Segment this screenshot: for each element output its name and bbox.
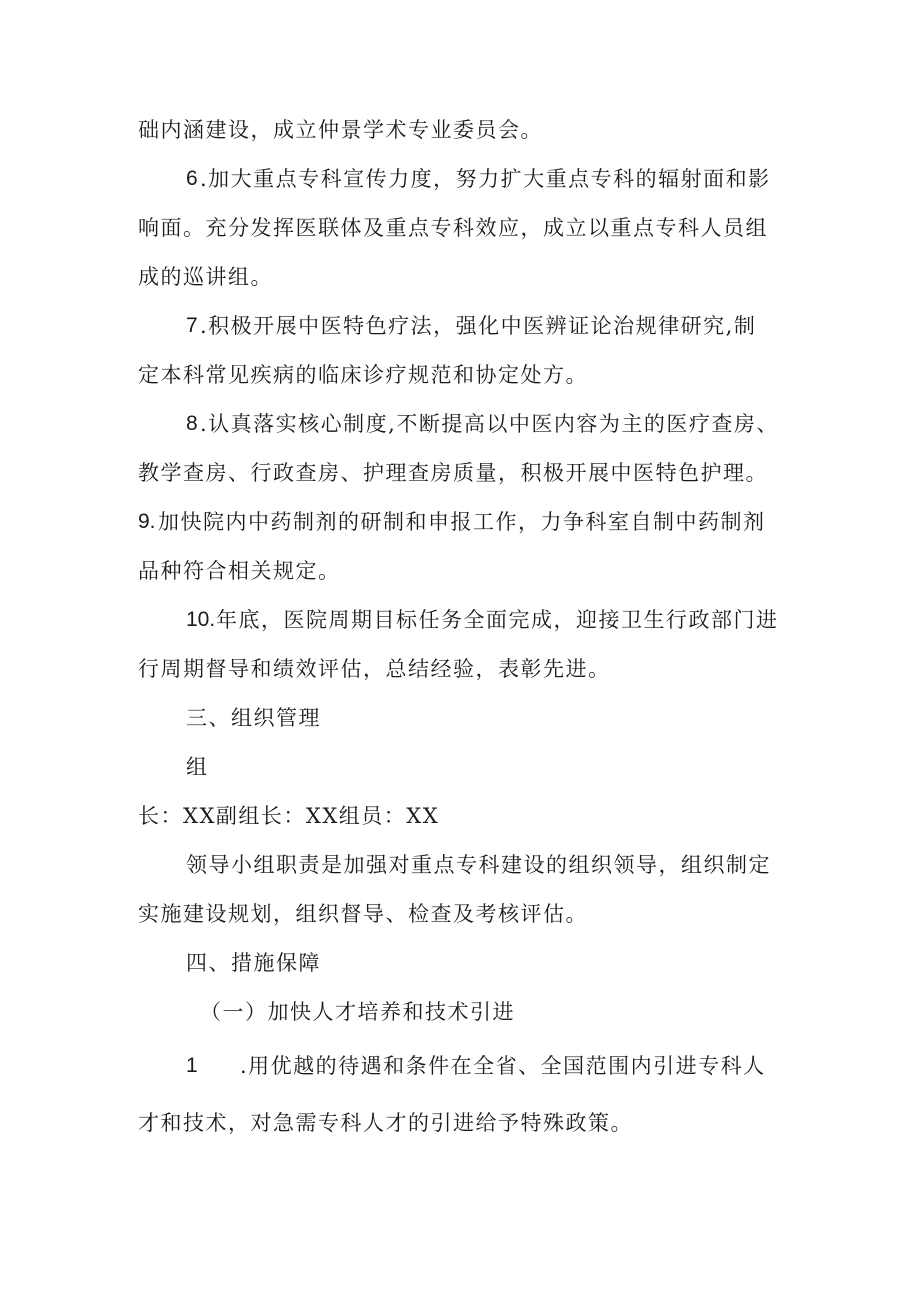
text-line: 础内涵建设，成立仲景学术专业委员会。 <box>138 118 543 142</box>
text-line: 响面。充分发挥医联体及重点专科效应，成立以重点专科人员组 <box>138 216 768 240</box>
text-line: .加大重点专科宣传力度，努力扩大重点专科的辐射面和影 <box>200 167 771 191</box>
item-number: 8 <box>186 412 198 435</box>
item-number: 9. <box>138 510 156 533</box>
text-line: .用优越的待遇和条件在全省、全国范围内引进专科人 <box>240 1054 766 1078</box>
text-line: 教学查房、行政查房、护理查房质量，积极开展中医特色护理。 <box>138 461 768 485</box>
text-line: 组 <box>186 755 209 779</box>
item-number: 1 <box>186 1054 198 1077</box>
item-number: 6 <box>186 167 198 190</box>
item-number: 7 <box>186 314 198 337</box>
text-line: 成的巡讲组。 <box>138 265 273 289</box>
text-line: .积极开展中医特色疗法，强化中医辨证论治规律研究,制 <box>200 314 757 338</box>
section-heading: 三、组织管理 <box>186 706 321 730</box>
text-line: 行周期督导和绩效评估，总结经验，表彰先进。 <box>138 657 611 681</box>
text-line: 加快院内中药制剂的研制和申报工作，力争科室自制中药制剂 <box>158 510 766 534</box>
text-line: 实施建设规划，组织督导、检查及考核评估。 <box>138 902 588 926</box>
subsection-heading: （一）加快人才培养和技术引进 <box>200 1000 515 1024</box>
item-number: 10. <box>186 608 216 631</box>
text-line: 品种符合相关规定。 <box>138 559 341 583</box>
text-line: 才和技术，对急需专科人才的引进给予特殊政策。 <box>138 1111 633 1135</box>
text-line: 领导小组职责是加强对重点专科建设的组织领导，组织制定 <box>186 853 771 877</box>
text-line: 年底，医院周期目标任务全面完成，迎接卫生行政部门进 <box>216 608 779 632</box>
text-line: 长：XX副组长：XX组员：XX <box>138 804 440 828</box>
text-line: .认真落实核心制度,不断提高以中医内容为主的医疗查房、 <box>200 412 779 436</box>
section-heading: 四、措施保障 <box>186 951 321 975</box>
text-line: 定本科常见疾病的临床诊疗规范和协定处方。 <box>138 363 588 387</box>
